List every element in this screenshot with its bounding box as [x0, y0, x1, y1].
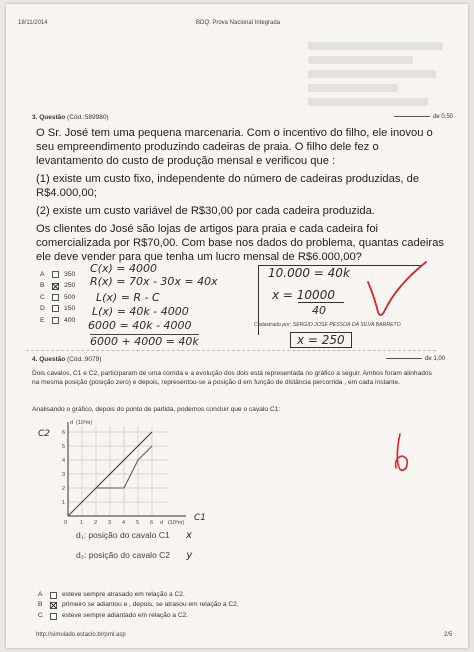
y-tick: 6 [62, 430, 66, 436]
legend-d1-mark: x [185, 530, 192, 541]
q3-label [32, 114, 109, 121]
legend-d1 [76, 530, 192, 541]
option-text: primeiro se adiantou e , depois, se atrasou em relação a C2. [62, 601, 239, 609]
q3-option-a[interactable] [40, 269, 75, 280]
q4-label [32, 356, 101, 363]
legend-d2 [76, 550, 192, 561]
header-title: BDQ: Prova Nacional Integrada [196, 20, 281, 26]
q3-options [40, 269, 75, 326]
option-value: 500 [64, 293, 76, 301]
q3-option-d[interactable] [40, 303, 75, 314]
handwriting-line: L(x) = 40k - 4000 [92, 305, 189, 318]
handwriting-line: 40 [312, 304, 326, 317]
checkbox[interactable] [50, 592, 57, 599]
x-tick: 4 [122, 520, 126, 526]
y-tick: 3 [62, 472, 66, 478]
checkbox-checked[interactable] [50, 602, 57, 609]
checkbox[interactable] [52, 305, 59, 312]
handwriting-line: x = 10000 [272, 288, 335, 302]
scanned-page [6, 4, 468, 648]
option-value: 150 [64, 305, 76, 313]
legend-d2-text: d₂: posição do cavalo C2 [76, 550, 171, 560]
q3-option-c[interactable] [40, 292, 75, 303]
q4-option-a[interactable] [38, 590, 239, 600]
checkbox[interactable] [52, 294, 59, 301]
footer-page-number: 2/5 [444, 632, 453, 638]
option-letter: E [40, 316, 45, 324]
y-tick: 5 [62, 444, 66, 450]
y-label: d [70, 420, 74, 426]
x-tick: 6 [150, 520, 154, 526]
option-letter: A [38, 591, 43, 598]
option-letter: B [40, 282, 45, 290]
option-text: esteve sempre atrasado em relação a C2. [62, 591, 185, 598]
q4-options [38, 590, 239, 621]
footer-url: http://simulado.estacio.br/prnl.asp [36, 632, 126, 638]
cadastrado-por: Cadastrado por: SERGIO JOSE PESSOA DA SILVA BARRETO [254, 322, 401, 328]
x-tick: 5 [136, 520, 140, 526]
y-tick: 4 [62, 458, 66, 464]
x-unit: (10²m) [168, 520, 185, 526]
x-tick: 0 [64, 520, 68, 526]
checkbox[interactable] [50, 613, 57, 620]
handwriting-line: 6000 + 4000 = 40k [90, 335, 199, 348]
checkbox-checked[interactable] [52, 283, 59, 290]
option-value: 400 [64, 316, 76, 324]
q4-option-c[interactable] [38, 611, 239, 621]
handwriting-line: R(x) = 70x - 30x = 40x [90, 275, 218, 288]
handwriting-line: 6000 = 40k - 4000 [88, 319, 192, 332]
q4-question: Analisando o gráfico, depois do ponto de partida, podemos concluir que o cavalo C1: [32, 406, 281, 413]
boxed-answer: x = 250 [290, 332, 352, 348]
x-tick: 3 [108, 520, 112, 526]
y-unit: (10²m) [76, 420, 93, 426]
checkbox[interactable] [52, 271, 59, 278]
option-value: 250 [64, 282, 76, 290]
graph-grid [68, 426, 168, 516]
x-tick: 1 [80, 520, 84, 526]
q4-number: 4. Questão [32, 356, 66, 363]
position-graph [26, 416, 226, 526]
red-check-mark [356, 256, 436, 326]
q4-grade-text: de 1,00 [425, 356, 446, 362]
x-tick: d [160, 520, 164, 526]
handwritten-c1: C1 [194, 513, 207, 523]
q3-option-e[interactable] [40, 315, 75, 326]
q3-paragraph: Os clientes do José são lojas de artigos para praia e cada cadeira foi comercializada por R$70,00. Com base nos dados do problema, quantas cadeiras ele deve vender para que tenha um lucro mensal de R$6.000,00? [36, 223, 444, 263]
q3-paragraph: (1) existe um custo fixo, independente do número de cadeiras produzidas, de R$4.000,00; [36, 173, 420, 199]
q3-number: 3. Questão [32, 114, 66, 121]
option-letter: B [38, 601, 43, 609]
option-text: esteve sempre adiantado em relação a C2. [62, 611, 189, 619]
option-value: 350 [64, 271, 76, 278]
handwriting-line: C(x) = 4000 [90, 262, 157, 275]
q4-code: (Cód.:9079) [67, 356, 102, 363]
q4-grade [386, 356, 445, 362]
divider [26, 350, 436, 351]
q3-option-b[interactable] [40, 280, 75, 291]
q3-grade [394, 114, 453, 120]
q3-grade-text: de 0,50 [433, 114, 454, 120]
option-letter: A [40, 271, 45, 278]
q4-statement: Dois cavalos, C1 e C2, participaram de uma corrida e a evolução dos dois está representada no gráfico a seguir. Ambos foram alinhados na mesma posição (posição zero) e depois, representou-se a posição d em função de distância percorrida , em cada instante. [32, 370, 432, 386]
q3-code: (Cód.:589980) [67, 114, 109, 121]
option-letter: C [38, 611, 43, 619]
q3-paragraph: O Sr. José tem uma pequena marcenaria. Com o incentivo do filho, ele inovou o seu empreendimento produzindo cadeiras de praia. O filho dele fez o levantamento do custo de produção mensal e verificou que : [36, 127, 433, 167]
handwriting-line: L(x) = R - C [96, 291, 160, 304]
legend-d2-mark: y [186, 550, 193, 561]
header-date: 18/11/2014 [18, 20, 48, 26]
handwriting-line: 10.000 = 40k [268, 266, 350, 280]
bleed-through-text [308, 42, 458, 122]
legend-d1-text: d₁: posição do cavalo C1 [76, 530, 170, 540]
fraction-bar [298, 302, 344, 303]
checkbox[interactable] [52, 317, 59, 324]
x-tick: 2 [94, 520, 98, 526]
y-tick: 1 [62, 500, 66, 506]
option-letter: C [40, 293, 45, 301]
q4-option-b[interactable] [38, 600, 239, 610]
handwritten-c2: C2 [38, 429, 51, 439]
q3-statement [36, 126, 444, 268]
option-letter: D [40, 305, 45, 313]
red-scribble-mark [386, 428, 416, 478]
q3-paragraph: (2) existe um custo variável de R$30,00 por cada cadeira produzida. [36, 205, 375, 217]
y-tick: 2 [62, 486, 66, 492]
